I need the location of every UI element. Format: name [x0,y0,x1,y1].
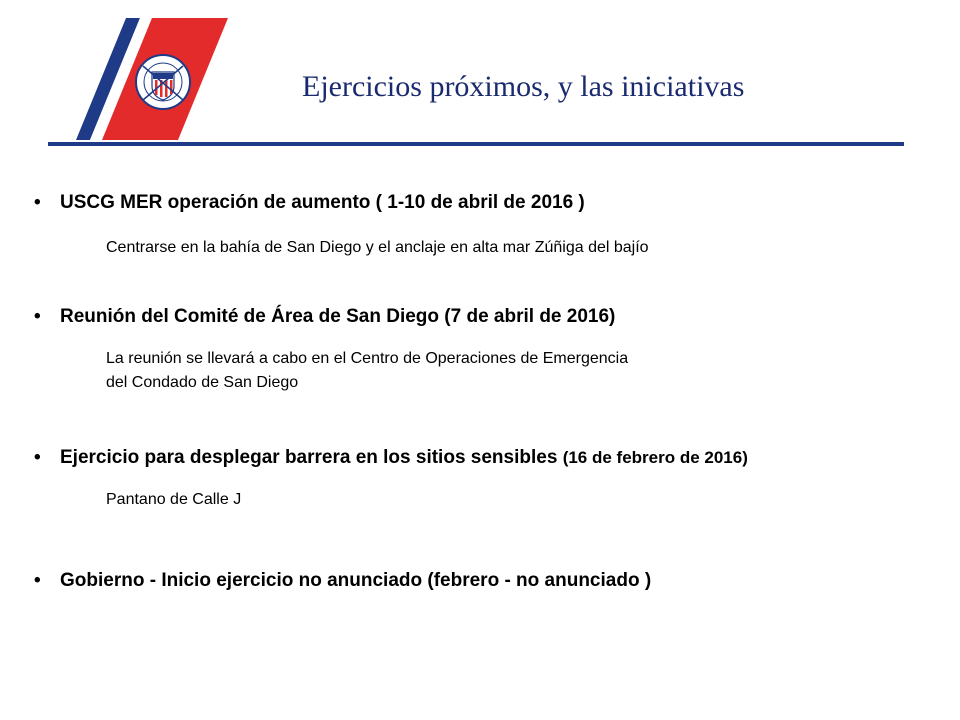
page-title: Ejercicios próximos, y las iniciativas [302,70,745,103]
list-item-4 [34,570,651,592]
item-detail: Pantano de Calle J [106,491,242,508]
list-item-3 [34,447,748,469]
item-heading: Gobierno - Inicio ejercicio no anunciado (febrero - no anunciado ) [60,570,652,591]
item-heading: Reunión del Comité de Área de San Diego (7 de abril de 2016) [60,306,616,327]
item-detail: del Condado de San Diego [106,374,299,391]
list-item-1 [34,192,585,214]
bullet-icon: • [34,570,41,591]
item-date: (16 de febrero de 2016) [562,448,748,467]
bullet-icon: • [34,306,41,327]
item-heading: Ejercicio para desplegar barrera en los sitios sensibles [60,447,558,468]
item-heading: USCG MER operación de aumento ( 1-10 de abril de 2016 ) [60,192,585,213]
bullet-icon: • [34,192,41,213]
item-detail: La reunión se llevará a cabo en el Centro de Operaciones de Emergencia [106,350,629,367]
bullet-icon: • [34,447,41,468]
item-detail: Centrarse en la bahía de San Diego y el anclaje en alta mar Zúñiga del bajío [106,239,649,256]
list-item-2 [34,306,615,328]
